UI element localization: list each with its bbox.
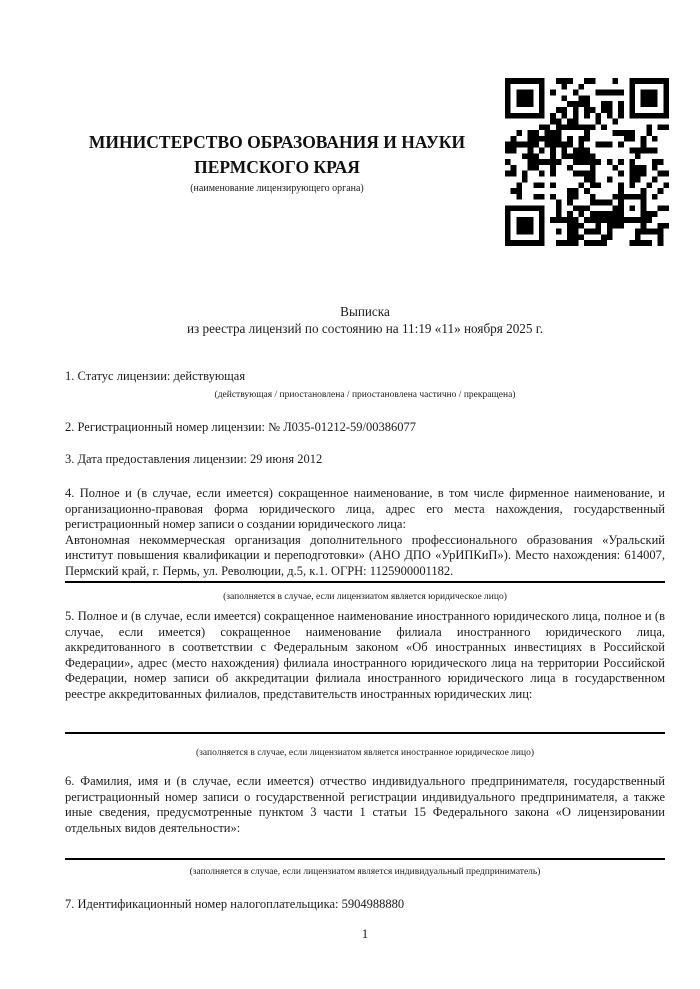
document-title	[65, 304, 665, 337]
item-question: 5. Полное и (в случае, если имеется) сокращенное наименование иностранного юридического лица, полное и (в случае, если имеется) сокращенное наименование филиала иностранного юридического лица, аккредитованного в соответствии с Федеральным законом «Об иностранных инвестициях в Российской Федерации», адрес (место нахождения) филиала иностранного юридического лица на территории Российской Федерации, номер записи об аккредитации филиала иностранного юридического лица в государственном реестре аккредитованных филиалов, представительств иностранных юридических лиц:	[65, 609, 665, 701]
item-answer: Автономная некоммерческая организация дополнительного профессионального образования «Уральский институт повышения квалификации и переподготовки» (АНО ДПО «УрИПКиП»). Место нахождения: 614007, Пермский край, г. Пермь, ул. Революции, д.5, к.1. ОГРН: 1125900001182.	[65, 532, 665, 578]
title-line2: из реестра лицензий по состоянию на 11:19 «11» ноября 2025 г.	[186, 320, 544, 336]
item-license-status	[65, 369, 665, 401]
licensing-authority-header	[64, 130, 490, 195]
authority-caption: (наименование лицензирующего органа)	[190, 183, 364, 194]
item-text: 1. Статус лицензии: действующая	[65, 369, 246, 383]
field-underline	[65, 732, 665, 734]
item-text: 7. Идентификационный номер налогоплательщика: 5904988880	[65, 897, 405, 911]
item-caption: (заполняется в случае, если лицензиатом является юридическое лицо)	[223, 592, 507, 602]
field-underline	[65, 858, 665, 860]
page-number: 1	[361, 926, 369, 941]
authority-name-line2: ПЕРМСКОГО КРАЯ	[194, 157, 360, 177]
item-question: 4. Полное и (в случае, если имеется) сокращенное наименование, в том числе фирменное наименование, и организационно-правовая форма юридического лица, адрес его места нахождения, государственный регистрационный номер записи о создании юридического лица:	[65, 486, 665, 531]
item-license-date	[65, 452, 665, 468]
item-foreign-legal-entity	[65, 609, 665, 764]
item-legal-entity	[65, 486, 665, 608]
item-caption: (заполняется в случае, если лицензиатом является иностранное юридическое лицо)	[196, 748, 534, 758]
title-line1: Выписка	[340, 304, 390, 319]
authority-name-line1: МИНИСТЕРСТВО ОБРАЗОВАНИЯ И НАУКИ	[88, 132, 466, 152]
item-text: 2. Регистрационный номер лицензии: № Л035-01212-59/00386077	[65, 420, 416, 434]
field-underline	[65, 581, 665, 583]
item-text: 3. Дата предоставления лицензии: 29 июня 2012	[65, 452, 323, 466]
item-question: 6. Фамилия, имя и (в случае, если имеется) отчество индивидуального предпринимателя, государственный регистрационный номер записи о государственной регистрации индивидуального предпринимателя, а также иные сведения, предусмотренные пунктом 3 части 1 статьи 15 Федерального закона «О лицензировании отдельных видов деятельности»:	[65, 774, 665, 835]
item-individual-entrepreneur	[65, 774, 665, 882]
item-registration-number	[65, 420, 665, 436]
item-caption: (действующая / приостановлена / приостановлена частично / прекращена)	[214, 389, 516, 400]
item-taxpayer-number	[65, 897, 665, 913]
qr-code-icon	[505, 78, 669, 246]
item-caption: (заполняется в случае, если лицензиатом является индивидуальный предприниматель)	[189, 867, 541, 877]
